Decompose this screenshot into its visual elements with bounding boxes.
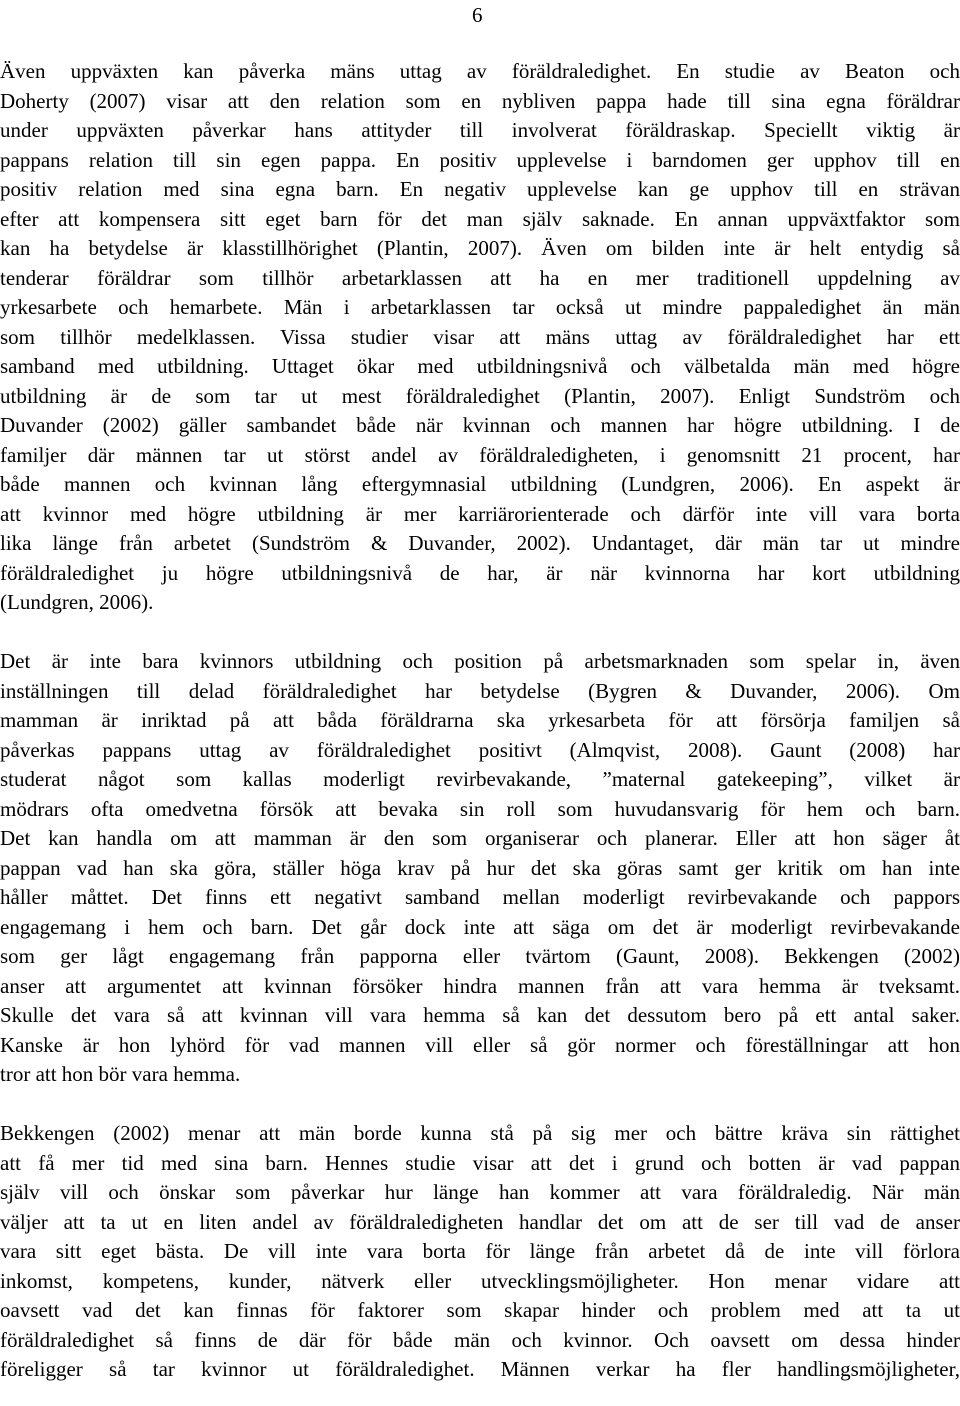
text-line: föräldraledighet ju högre utbildningsnivå de har, är när kvinnorna har kort utbildning	[0, 560, 960, 585]
text-line: Doherty (2007) visar att den relation som en nybliven pappa hade till sina egna föräldrar	[0, 88, 960, 113]
text-line: under uppväxten påverkar hans attityder till involverat föräldraskap. Speciellt viktig är	[0, 118, 960, 142]
text-line: Det är inte bara kvinnors utbildning och position på arbetsmarknaden som spelar in, även	[0, 649, 960, 673]
text-line: utbildning är de som tar ut mest föräldraledighet (Plantin, 2007). Enligt Sundström och	[0, 383, 960, 408]
text-line: pappans relation till sin egen pappa. En positiv upplevelse i barndomen ger upphov till en	[0, 147, 960, 172]
text-line: Kanske är hon lyhörd för vad mannen vill eller så gör normer och föreställningar att hon	[0, 1032, 960, 1057]
text-line: att kvinnor med högre utbildning är mer karriärorienterade och därför inte vill vara borta	[0, 501, 960, 526]
text-line: engagemang i hem och barn. Det går dock inte att säga om det är moderligt revirbevakande	[0, 914, 960, 939]
text-line: att få mer tid med sina barn. Hennes studie visar att det i grund och botten är vad pappan	[0, 1150, 960, 1175]
text-line: yrkesarbete och hemarbete. Män i arbetarklassen tar också ut mindre pappaledighet än män	[0, 295, 960, 319]
text-line: som ger lågt engagemang från papporna eller tvärtom (Gaunt, 2008). Bekkengen (2002)	[0, 944, 960, 968]
text-line: tror att hon bör vara hemma.	[0, 1062, 241, 1086]
paragraph-gap	[0, 1090, 960, 1120]
text-line: (Lundgren, 2006).	[0, 590, 154, 614]
text-line: som tillhör medelklassen. Vissa studier visar att mäns uttag av föräldraledighet har ett	[0, 324, 960, 349]
text-line: positiv relation med sina egna barn. En negativ upplevelse kan ge upphov till en strävan	[0, 177, 960, 201]
text-line: vara sitt eget bästa. De vill inte vara borta för länge från arbetet då de inte vill förlora	[0, 1239, 960, 1263]
text-line: Bekkengen (2002) menar att män borde kunna stå på sig mer och bättre kräva sin rättighet	[0, 1121, 960, 1145]
text-line: väljer att ta ut en liten andel av föräldraledigheten handlar det om att de ser till vad de anser	[0, 1209, 960, 1234]
text-line: lika länge från arbetet (Sundström & Duvander, 2002). Undantaget, där män tar ut mindre	[0, 531, 960, 555]
text-line: inkomst, kompetens, kunder, nätverk eller utvecklingsmöjligheter. Hon menar vidare att	[0, 1268, 960, 1293]
text-line: mödrars ofta omedvetna försök att bevaka sin roll som huvudansvarig för hem och barn.	[0, 796, 960, 821]
paragraph-gap	[0, 618, 960, 648]
paragraph	[0, 647, 960, 1090]
text-line: påverkas pappans uttag av föräldraledighet positivt (Almqvist, 2008). Gaunt (2008) har	[0, 737, 960, 762]
text-line: pappan vad han ska göra, ställer höga krav på hur det ska göras samt ger kritik om han inte	[0, 855, 960, 880]
text-line: anser att argumentet att kvinnan försöker hindra mannen från att vara hemma är tveksamt.	[0, 973, 960, 998]
text-line: Duvander (2002) gäller sambandet både när kvinnan och mannen har högre utbildning. I de	[0, 413, 960, 437]
text-line: håller måttet. Det finns ett negativt samband mellan moderligt revirbevakande och pappors	[0, 885, 960, 909]
text-line: studerat något som kallas moderligt revirbevakande, ”maternal gatekeeping”, vilket är	[0, 767, 960, 791]
text-line: själv vill och önskar som påverkar hur länge han kommer att vara föräldraledig. När män	[0, 1180, 960, 1204]
text-line: mamman är inriktad på att båda föräldrarna ska yrkesarbeta för att försörja familjen så	[0, 708, 960, 732]
text-line: inställningen till delad föräldraledighet har betydelse (Bygren & Duvander, 2006). Om	[0, 678, 960, 703]
text-line: Det kan handla om att mamman är den som organiserar och planerar. Eller att hon säger åt	[0, 826, 960, 850]
text-line: tenderar föräldrar som tillhör arbetarklassen att ha en mer traditionell uppdelning av	[0, 265, 960, 290]
body-text	[0, 57, 960, 1385]
text-line: familjer där männen tar ut störst andel av föräldraledigheten, i genomsnitt 21 procent, har	[0, 442, 960, 467]
text-line: Även uppväxten kan påverka mäns uttag av föräldraledighet. En studie av Beaton och	[0, 59, 960, 83]
text-line: Skulle det vara så att kvinnan vill vara hemma så kan det dessutom bero på ett antal saker.	[0, 1003, 960, 1027]
paragraph	[0, 1119, 960, 1385]
text-line: efter att kompensera sitt eget barn för det man själv saknade. En annan uppväxtfaktor som	[0, 206, 960, 231]
text-line: samband med utbildning. Uttaget ökar med utbildningsnivå och välbetalda män med högre	[0, 354, 960, 378]
page-number: 6	[472, 3, 483, 27]
text-line: föräldraledighet så finns de där för både män och kvinnor. Och oavsett om dessa hinder	[0, 1327, 960, 1352]
text-line: oavsett vad det kan finnas för faktorer som skapar hinder och problem med att ta ut	[0, 1298, 960, 1322]
text-line: föreligger så tar kvinnor ut föräldraledighet. Männen verkar ha fler handlingsmöjligheter,	[0, 1357, 960, 1381]
text-line: kan ha betydelse är klasstillhörighet (Plantin, 2007). Även om bilden inte är helt entydig så	[0, 236, 960, 260]
paragraph	[0, 57, 960, 618]
text-line: både mannen och kvinnan lång eftergymnasial utbildning (Lundgren, 2006). En aspekt är	[0, 472, 960, 496]
